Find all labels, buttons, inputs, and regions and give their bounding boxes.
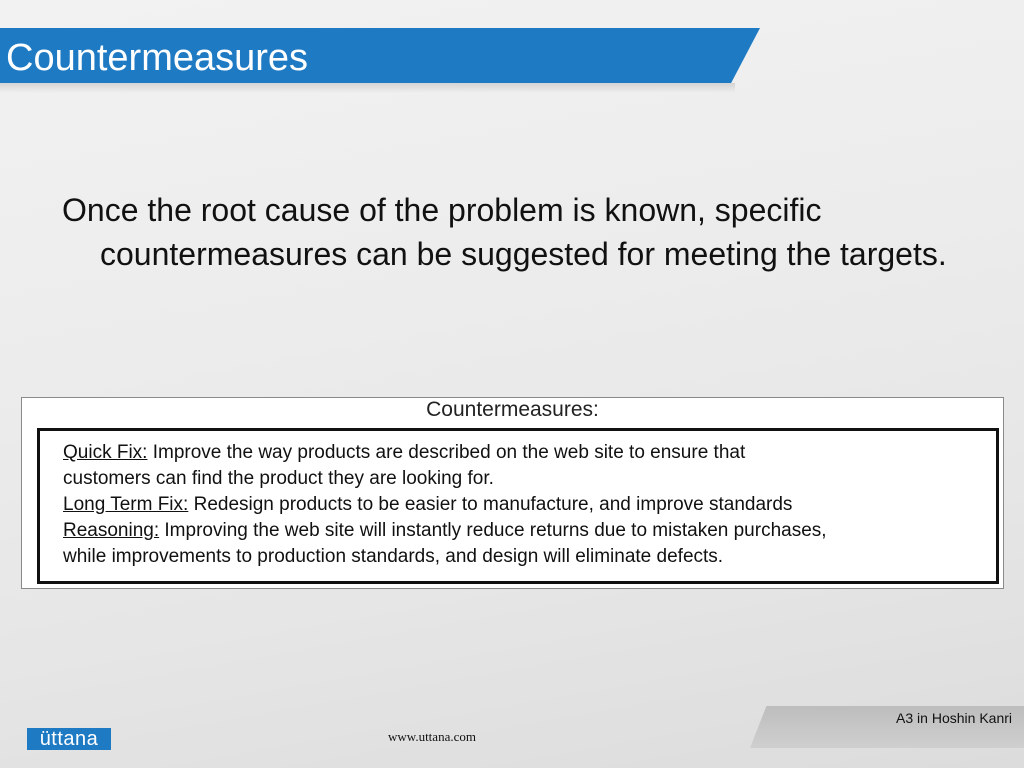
- reasoning-line: [63, 518, 996, 544]
- reasoning-text: Improving the web site will instantly reduce returns due to mistaken purchases,: [159, 520, 827, 541]
- figure-heading: Countermeasures:: [426, 398, 599, 420]
- quick-fix-label: Quick Fix:: [63, 442, 148, 463]
- long-term-fix-line: [63, 492, 996, 518]
- figure-content-box: [37, 428, 999, 584]
- long-term-fix-label: Long Term Fix:: [63, 494, 189, 515]
- long-term-fix-text: Redesign products to be easier to manufacture, and improve standards: [188, 494, 793, 515]
- footer-url: www.uttana.com: [388, 729, 476, 744]
- uttana-logo: üttana: [27, 728, 111, 750]
- footer-tab-label: A3 in Hoshin Kanri: [896, 710, 1012, 726]
- quick-fix-line-2: customers can find the product they are looking for.: [63, 468, 494, 489]
- quick-fix-line: [63, 440, 996, 466]
- reasoning-label: Reasoning:: [63, 520, 160, 541]
- countermeasures-figure: [21, 397, 1004, 589]
- title-bar-shadow: [0, 83, 735, 93]
- slide-title: Countermeasures: [6, 37, 309, 79]
- quick-fix-text: Improve the way products are described on the web site to ensure that: [147, 442, 746, 463]
- slide-body-text: Once the root cause of the problem is known, specific countermeasures can be suggested for meeting the targets.: [62, 192, 947, 272]
- reasoning-line-2: while improvements to production standards, and design will eliminate defects.: [63, 546, 724, 567]
